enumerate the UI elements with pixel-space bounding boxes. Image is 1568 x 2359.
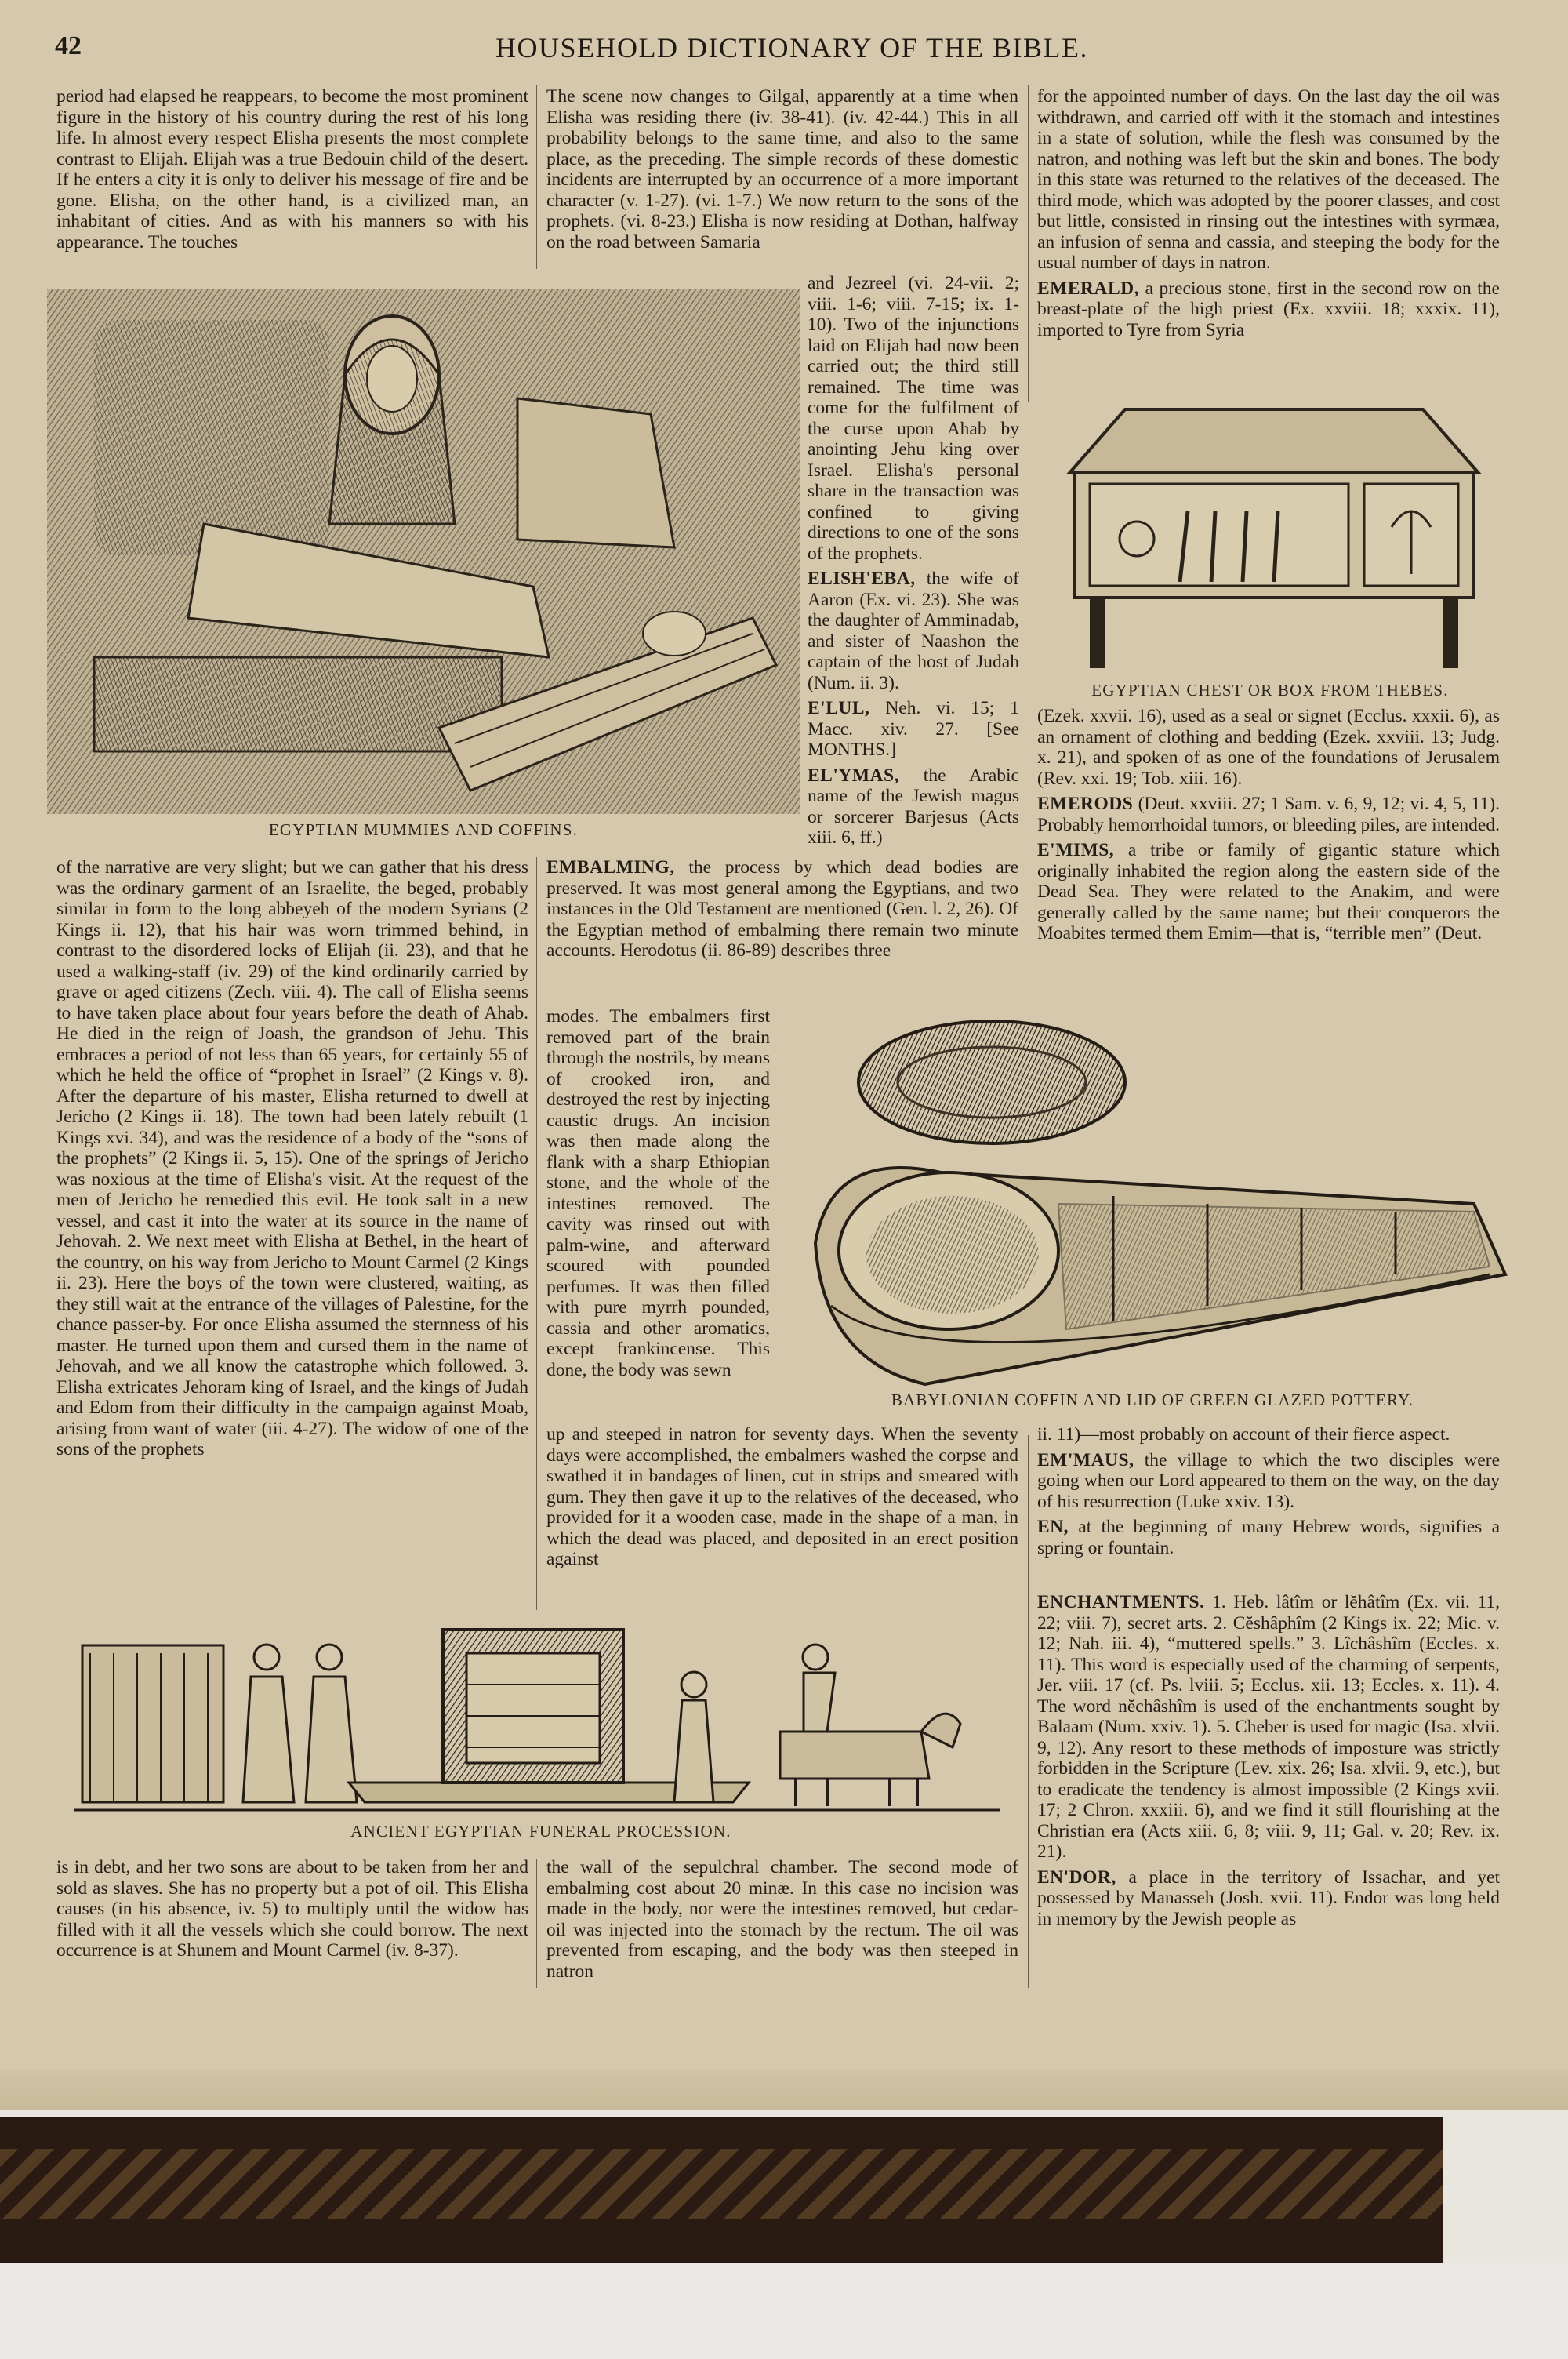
procession-caption: ANCIENT EGYPTIAN FUNERAL PROCESSION. [350, 1822, 731, 1841]
coffin-illustration [800, 1016, 1517, 1392]
column-rule [1028, 1596, 1029, 1988]
running-title: HOUSEHOLD DICTIONARY OF THE BIBLE. [495, 32, 1088, 64]
elisha-paragraph-5: is in debt, and her two sons are about to be taken from her and sold as slaves. She has no property but a pot of oil. This Elisha causes (in his absence, iv. 5) to multiply until the widow has filled with it all the vessels which she could borrow. The next occurrence is at Shunem and Mount Carmel (iv. 8-37). [56, 1857, 528, 1961]
book-binding [0, 2117, 1443, 2263]
entry-embalming: EMBALMING, the process by which dead bodies are preserved. It was most general among the Egyptians, and two instances in the Old Testament are mentioned (Gen. l. 2, 26). Of the Egyptian method of embalming there remain two minute accounts. Herodotus (ii. 86-89) describes three [546, 857, 1018, 961]
entry-emims: E'MIMS, a tribe or family of gigantic stature which originally inhabited the region along the eastern side of the Dead Sea. They were related to the Anakim, and were generally called by the same name; but their conquerors the Moabites termed them Emim—that is, “terrible men” (Deut. [1037, 840, 1500, 943]
entry-en: EN, at the beginning of many Hebrew words, signifies a spring or fountain. [1037, 1517, 1501, 1558]
page-number: 42 [55, 31, 82, 60]
binding-pattern [0, 2149, 1443, 2219]
elisha-paragraph-1: period had elapsed he reappears, to become the most prominent figure in the history of his country during the rest of his long life. In almost every respect Elisha presents the most complete contrast to Elijah. Elijah was a true Bedouin child of the desert. If he enters a city it is only to deliver his message of fire and be gone. Elisha, on the other hand, is a civilized man, an inhabitant of cities. And as with his manners so with his appearance. The touches [56, 86, 528, 253]
emerald-continued: (Ezek. xxvii. 16), used as a seal or signet (Ecclus. xxxii. 6), as an ornament of clothing and bedding (Ezek. xxviii. 13; Judg. x. 21), and spoken of as one of the foundations of Jerusalem (Rev. xxi. 19; Tob. xiii. 16). [1037, 706, 1500, 789]
entry-enchantments: ENCHANTMENTS. 1. Heb. lâtîm or lĕhâtîm (Ex. vii. 11, 22; viii. 7), secret arts. 2. Cĕshâphîm (2 Kings ix. 22; Mic. v. 12; Nah. iii. 4), “muttered spells.” 3. Lîchâshîm (Eccles. x. 11). This word is especially used of the charming of serpents, Jer. viii. 17 (cf. Ps. lviii. 5; Ecclus. xii. 13; Eccles. x. 11). 4. The word nĕchâshîm is used of the enchantments sought by Balaam (Num. xxiv. 1). 5. Cheber is used for magic (Isa. xlvii. 9, 12). Any resort to these methods of imposture was strictly forbidden in the Scripture (Lev. xix. 26; Isa. xlvii. 9, etc.), but to eradicate the tendency is almost impossible (2 Kings xvii. 17; 2 Chron. xxxiii. 6), and we find it still flourishing at the Christian era (Acts xiii. 6, 8; viii. 9, 11; Gal. v. 20; Rev. ix. 21). [1037, 1592, 1501, 1862]
embalming-paragraph-2: modes. The embalmers first removed part of the brain through the nostrils, by means of crooked iron, and destroyed the rest by injecting caustic drugs. An incision was then made along the flank with a sharp Ethiopian stone, and the whole of the intestines removed. The cavity was rinsed out with palm-wine, and afterward scoured with pounded perfumes. It was then filled with pure myrrh pounded, cassia and other aromatics, except frankincense. This done, the body was sewn [546, 1006, 770, 1380]
entry-emerods: EMERODS (Deut. xxviii. 27; 1 Sam. v. 6, 9, 12; vi. 4, 5, 11). Probably hemorrhoidal tumors, or bleeding piles, are intended. [1037, 794, 1500, 835]
elisha-paragraph-3: and Jezreel (vi. 24-vii. 2; viii. 1-6; viii. 7-15; ix. 1-10). Two of the injunctions laid on Elijah had now been carried out; the third still remained. The time was come for the fulfilment of the curse upon Ahab by anointing Jehu king over Israel. Elisha's personal share in the transaction was confined to giving directions to one of the sons of the prophets. [808, 273, 1019, 564]
headword: EL'YMAS, [808, 765, 899, 786]
page-header [55, 31, 1529, 71]
column-3-lower [1037, 1424, 1500, 1563]
coffin-caption: BABYLONIAN COFFIN AND LID OF GREEN GLAZED POTTERY. [891, 1390, 1414, 1409]
page-edge [0, 2070, 1568, 2110]
chest-illustration [1054, 402, 1494, 676]
column-rule [536, 1859, 537, 1988]
elisha-paragraph-4: of the narrative are very slight; but we can gather that his dress was the ordinary garment of an Israelite, the beged, probably similar in form to the long abbeyeh of the modern Syrians (2 Kings ii. 12), that his hair was worn trimmed behind, in contrast to the disordered locks of Elijah (ii. 23), and that he used a walking-staff (iv. 29) of the kind ordinarily carried by grave or aged citizens (Zech. viii. 4). The call of Elisha seems to have taken place about four years before the death of Ahab. He died in the reign of Joash, the grandson of Jehu. This embraces a period of not less than 65 years, for certainly 55 of which he held the office of “prophet in Israel” (2 Kings v. 8). After the departure of his master, Elisha returned to dwell at Jericho (2 Kings ii. 18). The town had been lately rebuilt (1 Kings xvi. 34), and was the residence of a body of the “sons of the prophets” (2 Kings ii. 5, 15). One of the springs of Jericho was noxious at the time of Elisha's visit. At the request of the men of Jericho he remedied this evil. He took salt in a new vessel, and cast it into the water at its source in the name of Jehovah. 2. We next meet with Elisha at Bethel, in the heart of the country, on his way from Jericho to Mount Carmel (2 Kings ii. 23). Here the boys of the town were clustered, waiting, as they still wait at the entrance of the villages of Palestine, for the chance passer-by. For once Elisha assumed the sternness of his master. He turned upon them and cursed them in the name of Jehovah, and we all know the catastrophe which followed. 3. Elisha extricates Jehoram king of Israel, and the kings of Judah and Edom from their difficulty in the campaign against Moab, arising from want of water (iii. 4-27). The widow of one of the sons of the prophets [56, 857, 528, 1459]
column-2-top [546, 86, 1018, 257]
embalming-continued: for the appointed number of days. On the last day the oil was withdrawn, and carried off with it the stomach and intestines in a state of solution, while the flesh was consumed by the natron, and nothing was left but the skin and bones. The body in this state was returned to the relatives of the deceased. The third mode, which was adopted by the poorer classes, and cost but little, consisted in rinsing out the intestines with syrmæa, an infusion of senna and cassia, and steeping the body for the usual number of days in natron. [1037, 86, 1500, 273]
column-2-bottom [546, 1857, 1018, 1986]
mummies-illustration [47, 289, 800, 814]
entry-emmaus: EM'MAUS, the village to which the two disciples were going when our Lord appeared to them on the way, on the day of his resurrection (Luke xxiv. 13). [1037, 1449, 1500, 1512]
column-rule [536, 85, 537, 269]
mummies-caption: EGYPTIAN MUMMIES AND COFFINS. [268, 820, 579, 839]
background-surface [0, 2263, 1568, 2359]
headword: EN, [1037, 1517, 1069, 1537]
entry-elisheba: ELISH'EBA, the wife of Aaron (Ex. vi. 23). She was the daughter of Amminadab, and sister of Naashon the captain of the host of Judah (Num. ii. 3). [808, 569, 1019, 693]
emims-continued: ii. 11)—most probably on account of their fierce aspect. [1037, 1424, 1450, 1445]
column-1-middle [56, 857, 528, 1465]
column-3-enchantments [1037, 1592, 1500, 1934]
column-1-top [56, 86, 528, 257]
entry-elymas: EL'YMAS, the Arabic name of the Jewish magus or sorcerer Barjesus (Acts xiii. 6, ff.) [808, 765, 1019, 848]
chest-caption: EGYPTIAN CHEST OR BOX FROM THEBES. [1091, 681, 1449, 700]
headword: E'MIMS, [1037, 840, 1115, 860]
headword: ENCHANTMENTS. [1037, 1592, 1205, 1612]
column-3-mid [1037, 706, 1500, 949]
column-3-top [1037, 86, 1500, 345]
entry-endor: EN'DOR, a place in the territory of Issachar, and yet possessed by Manasseh (Josh. xvii. 11). Endor was long held in memory by the Jewish people as [1037, 1866, 1501, 1929]
column-2-narrow [808, 273, 1019, 849]
entry-elul: E'LUL, Neh. vi. 15; 1 Macc. xiv. 27. [See MONTHS.] [808, 698, 1019, 760]
column-2-embalming-cont [546, 1424, 1018, 1575]
column-2-middle [546, 857, 1018, 966]
headword: EN'DOR, [1037, 1866, 1116, 1888]
headword: EM'MAUS, [1037, 1449, 1134, 1470]
column-rule [1028, 85, 1029, 402]
headword: E'LUL, [808, 698, 870, 718]
elisha-paragraph-2: The scene now changes to Gilgal, apparently at a time when Elisha was residing there (iv. 38-41). (iv. 42-44.) This in all probability belongs to the same time, and also to the same place, as the preceding. The simple records of these domestic incidents are interrupted by an occurrence of a more important character (v. 1-27). (vi. 1-7.) We now return to the sons of the prophets. (vi. 8-23.) Elisha is now residing at Dothan, halfway on the road between Samaria [546, 86, 1018, 253]
headword: ELISH'EBA, [808, 569, 916, 589]
column-rule [536, 857, 537, 1610]
procession-illustration [74, 1622, 1000, 1818]
embalming-paragraph-3: up and steeped in natron for seventy days. When the seventy days were accomplished, the embalmers washed the corpse and swathed it in bandages of linen, cut in strips and smeared with gum. They then gave it up to the relatives of the deceased, who provided for it a wooden case, made in the shape of a man, in which the dead was placed, and deposited in an erect position against [546, 1424, 1018, 1569]
headword: EMERODS [1037, 794, 1134, 814]
column-rule [1028, 1435, 1029, 1608]
headword: EMBALMING, [546, 857, 675, 878]
embalming-paragraph-4: the wall of the sepulchral chamber. The second mode of embalming cost about 20 minæ. In this case no incision was made in the body, nor were the intestines removed, but cedar-oil was injected into the stomach by the rectum. The oil was prevented from escaping, and the body was then steeped in natron [546, 1857, 1018, 1982]
column-1-bottom [56, 1857, 528, 1966]
headword: EMERALD, [1037, 278, 1139, 299]
entry-emerald: EMERALD, a precious stone, first in the second row on the breast-plate of the high priest (Ex. xxviii. 18; xxxix. 11), imported to Tyre from Syria [1037, 278, 1500, 340]
column-2-embalming-narrow [546, 1006, 770, 1385]
